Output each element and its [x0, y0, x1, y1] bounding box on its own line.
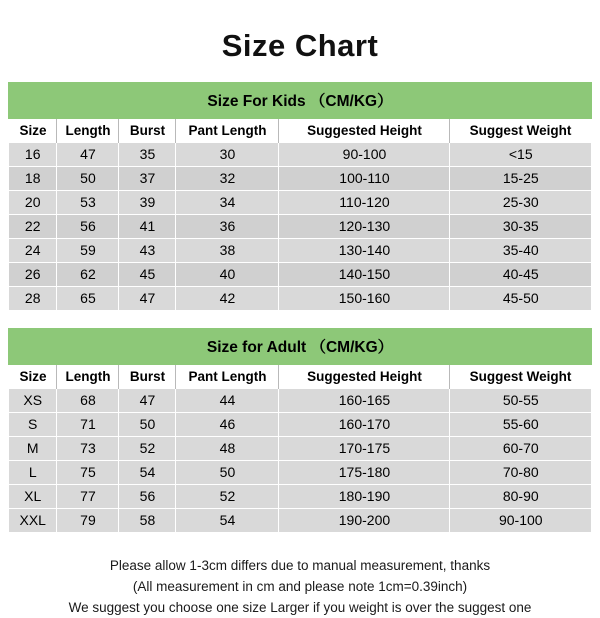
cell-size: 20 — [9, 191, 57, 215]
cell-suggested-height: 170-175 — [279, 437, 450, 461]
cell-suggest-weight: 40-45 — [450, 263, 591, 287]
cell-burst: 43 — [119, 239, 176, 263]
cell-suggest-weight: 60-70 — [450, 437, 591, 461]
cell-suggest-weight: 15-25 — [450, 167, 591, 191]
cell-pant-length: 32 — [176, 167, 279, 191]
cell-burst: 52 — [119, 437, 176, 461]
adult-section-header-row — [9, 329, 591, 365]
cell-suggested-height: 150-160 — [279, 287, 450, 311]
cell-pant-length: 36 — [176, 215, 279, 239]
kids-col-header-size: Size — [9, 119, 57, 144]
cell-length: 73 — [57, 437, 119, 461]
adult-size-table — [8, 328, 591, 533]
cell-suggest-weight: 45-50 — [450, 287, 591, 311]
table-row — [9, 461, 591, 485]
cell-burst: 39 — [119, 191, 176, 215]
cell-suggest-weight: 30-35 — [450, 215, 591, 239]
kids-col-header-pant-length: Pant Length — [176, 119, 279, 144]
cell-size: XXL — [9, 509, 57, 533]
note-line-2: (All measurement in cm and please note 1cm=0.39inch) — [132, 579, 468, 594]
cell-suggest-weight: 90-100 — [450, 509, 591, 533]
cell-suggested-height: 130-140 — [279, 239, 450, 263]
cell-pant-length: 50 — [176, 461, 279, 485]
kids-section-title: Size For Kids （CM/KG） — [9, 83, 591, 119]
cell-suggested-height: 160-170 — [279, 413, 450, 437]
adult-col-header-size: Size — [9, 365, 57, 390]
kids-col-header-length: Length — [57, 119, 119, 144]
adult-col-header-length: Length — [57, 365, 119, 390]
kids-col-header-suggested-height: Suggested Height — [279, 119, 450, 144]
adult-section-title: Size for Adult （CM/KG） — [9, 329, 591, 365]
cell-length: 62 — [57, 263, 119, 287]
cell-size: XL — [9, 485, 57, 509]
cell-length: 77 — [57, 485, 119, 509]
cell-suggest-weight: 55-60 — [450, 413, 591, 437]
cell-suggested-height: 180-190 — [279, 485, 450, 509]
table-row — [9, 389, 591, 413]
cell-suggested-height: 90-100 — [279, 143, 450, 167]
cell-suggested-height: 140-150 — [279, 263, 450, 287]
cell-suggest-weight: 70-80 — [450, 461, 591, 485]
cell-length: 75 — [57, 461, 119, 485]
cell-pant-length: 34 — [176, 191, 279, 215]
cell-suggested-height: 100-110 — [279, 167, 450, 191]
cell-length: 47 — [57, 143, 119, 167]
cell-size: L — [9, 461, 57, 485]
table-row — [9, 485, 591, 509]
page-title: Size Chart — [221, 28, 379, 63]
kids-col-header-burst: Burst — [119, 119, 176, 144]
cell-size: 24 — [9, 239, 57, 263]
kids-section-header-row — [9, 83, 591, 119]
table-row — [9, 413, 591, 437]
cell-pant-length: 38 — [176, 239, 279, 263]
cell-length: 59 — [57, 239, 119, 263]
cell-burst: 58 — [119, 509, 176, 533]
cell-pant-length: 54 — [176, 509, 279, 533]
cell-burst: 54 — [119, 461, 176, 485]
cell-suggest-weight: <15 — [450, 143, 591, 167]
cell-length: 56 — [57, 215, 119, 239]
table-row — [9, 215, 591, 239]
cell-burst: 41 — [119, 215, 176, 239]
cell-length: 50 — [57, 167, 119, 191]
cell-pant-length: 46 — [176, 413, 279, 437]
kids-col-header-suggest-weight: Suggest Weight — [450, 119, 591, 144]
table-row — [9, 239, 591, 263]
adult-column-header-row — [9, 365, 591, 390]
cell-pant-length: 44 — [176, 389, 279, 413]
cell-pant-length: 40 — [176, 263, 279, 287]
notes-block — [40, 533, 560, 618]
table-row — [9, 263, 591, 287]
adult-col-header-suggest-weight: Suggest Weight — [450, 365, 591, 390]
cell-suggested-height: 120-130 — [279, 215, 450, 239]
cell-burst: 45 — [119, 263, 176, 287]
table-row — [9, 509, 591, 533]
cell-size: 28 — [9, 287, 57, 311]
cell-suggested-height: 190-200 — [279, 509, 450, 533]
cell-length: 71 — [57, 413, 119, 437]
cell-suggest-weight: 50-55 — [450, 389, 591, 413]
table-row — [9, 287, 591, 311]
cell-size: 16 — [9, 143, 57, 167]
note-line-1: Please allow 1-3cm differs due to manual measurement, thanks — [109, 558, 491, 573]
cell-suggest-weight: 25-30 — [450, 191, 591, 215]
cell-suggested-height: 110-120 — [279, 191, 450, 215]
cell-suggested-height: 175-180 — [279, 461, 450, 485]
cell-length: 79 — [57, 509, 119, 533]
table-row — [9, 143, 591, 167]
cell-pant-length: 48 — [176, 437, 279, 461]
cell-pant-length: 42 — [176, 287, 279, 311]
adult-col-header-pant-length: Pant Length — [176, 365, 279, 390]
adult-col-header-suggested-height: Suggested Height — [279, 365, 450, 390]
cell-size: 26 — [9, 263, 57, 287]
cell-pant-length: 30 — [176, 143, 279, 167]
cell-burst: 47 — [119, 287, 176, 311]
cell-suggest-weight: 35-40 — [450, 239, 591, 263]
cell-size: XS — [9, 389, 57, 413]
table-row — [9, 437, 591, 461]
cell-length: 65 — [57, 287, 119, 311]
kids-column-header-row — [9, 119, 591, 144]
cell-suggest-weight: 80-90 — [450, 485, 591, 509]
cell-burst: 56 — [119, 485, 176, 509]
cell-burst: 47 — [119, 389, 176, 413]
cell-size: S — [9, 413, 57, 437]
cell-burst: 50 — [119, 413, 176, 437]
cell-size: M — [9, 437, 57, 461]
cell-burst: 35 — [119, 143, 176, 167]
adult-col-header-burst: Burst — [119, 365, 176, 390]
cell-length: 68 — [57, 389, 119, 413]
cell-burst: 37 — [119, 167, 176, 191]
cell-size: 22 — [9, 215, 57, 239]
cell-length: 53 — [57, 191, 119, 215]
cell-pant-length: 52 — [176, 485, 279, 509]
kids-size-table — [8, 82, 591, 311]
table-row — [9, 191, 591, 215]
note-line-3: We suggest you choose one size Larger if you weight is over the suggest one — [68, 600, 532, 615]
table-row — [9, 167, 591, 191]
cell-size: 18 — [9, 167, 57, 191]
cell-suggested-height: 160-165 — [279, 389, 450, 413]
